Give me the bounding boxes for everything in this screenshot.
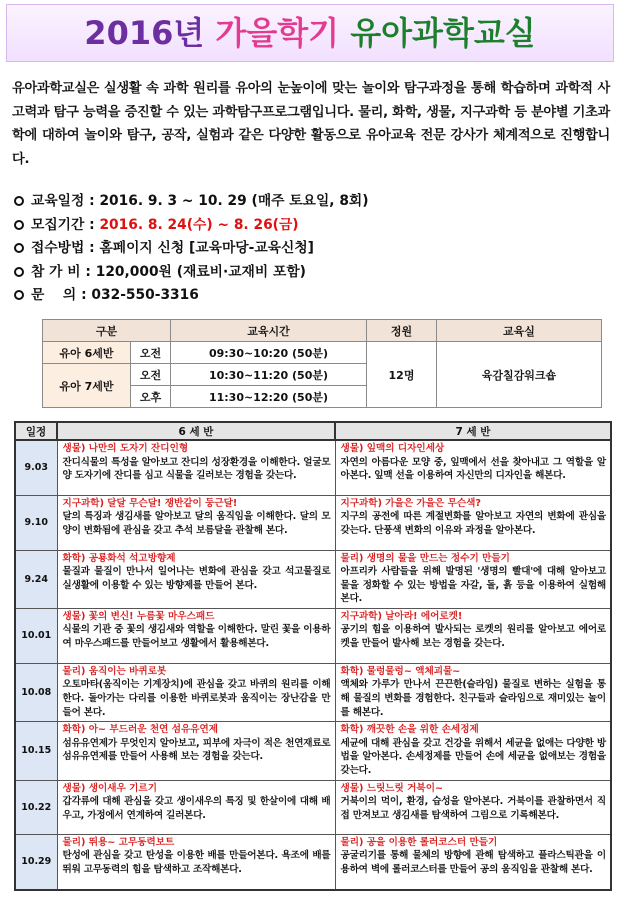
activity-title: 지구과학) 날아라! 에어로켓! xyxy=(340,610,463,622)
program-cell-age7 xyxy=(335,550,611,608)
activity-title: 지구과학) 가을은 가을은 무슨색? xyxy=(340,497,481,509)
program-row xyxy=(15,495,611,550)
program-cell-age6 xyxy=(57,608,335,663)
activity-title: 화학) 공룡화석 석고방향제 xyxy=(62,552,176,564)
activity-title: 지구과학) 달달 무슨달! 쟁반같이 둥근달! xyxy=(62,497,238,509)
program-header-age6: 6 세 반 xyxy=(57,422,335,440)
program-row xyxy=(15,608,611,663)
circle-bullet-icon xyxy=(14,196,24,206)
activity-title: 생물) 생이새우 기르기 xyxy=(62,782,157,794)
activity-title: 물리) 움직이는 바퀴로봇 xyxy=(62,665,167,677)
activity-title: 화학) 깨끗한 손을 위한 손세정제 xyxy=(340,724,479,736)
schedule-header-room: 교육실 xyxy=(437,320,602,342)
activity-description: 섬유유연제가 무엇인지 알아보고, 피부에 자극이 적은 천연재료로 섬유유연제를 만들어 사용해 보는 경험을 갖는다. xyxy=(62,737,331,763)
info-label: 교육일정 xyxy=(31,193,85,209)
schedule-header-time: 교육시간 xyxy=(171,320,367,342)
info-row xyxy=(14,190,610,214)
info-row xyxy=(14,261,610,285)
schedule-period: 오전 xyxy=(131,364,171,386)
program-date: 9.03 xyxy=(15,440,57,495)
program-header-age7: 7 세 반 xyxy=(335,422,611,440)
program-cell-age6 xyxy=(57,495,335,550)
activity-title: 생물) 꽃의 변신! 누름꽃 마우스패드 xyxy=(62,610,215,622)
activity-title: 생물) 잎맥의 디자인세상 xyxy=(340,443,445,454)
program-date: 10.15 xyxy=(15,722,57,780)
program-table xyxy=(14,421,612,891)
info-separator: : xyxy=(76,287,92,303)
program-row xyxy=(15,440,611,495)
activity-title: 생물) 나만의 도자기 잔디인형 xyxy=(62,443,189,454)
circle-bullet-icon xyxy=(14,267,24,277)
info-list xyxy=(14,190,610,308)
info-separator: : xyxy=(84,216,100,233)
activity-description: 식물의 기관 중 꽃의 생김새와 역할을 이해한다. 말린 꽃을 이용하여 마우스패드를 만들어보고 생활에서 활용해본다. xyxy=(62,624,331,650)
schedule-capacity: 12명 xyxy=(367,342,437,408)
program-date: 10.01 xyxy=(15,608,57,663)
activity-title: 물리) 공을 이용한 롤러코스터 만들기 xyxy=(340,836,498,848)
activity-title: 물리) 뛰용~ 고무동력보트 xyxy=(62,836,175,848)
activity-title: 화학) 아~ 부드러운 천연 섬유유연제 xyxy=(62,724,219,736)
info-label: 모집기간 xyxy=(31,216,85,233)
program-row xyxy=(15,663,611,721)
program-cell-age7 xyxy=(335,663,611,721)
schedule-header-division: 구분 xyxy=(43,320,171,342)
program-date: 9.24 xyxy=(15,550,57,608)
schedule-group-age6: 유아 6세반 xyxy=(43,342,131,364)
activity-description: 오토마타(움직이는 기계장치)에 관심을 갖고 바퀴의 원리를 이해한다. 돌아가는 다리를 이용한 바퀴로봇과 움직이는 장난감을 만들어 본다. xyxy=(62,679,331,718)
activity-description: 탄성에 관심을 갖고 탄성을 이용한 배를 만들어본다. 욕조에 배를 뛰워 고무동력의 힘을 탐색하고 조작해본다. xyxy=(62,850,331,875)
activity-description: 세균에 대해 관심을 갖고 건강을 위해서 세균을 없애는 다양한 방법을 알아본다. 손세정제를 만들어 손에 세균을 없애보는 경험을 갖는다. xyxy=(340,737,606,777)
activity-description: 액체와 가루가 만나서 끈끈한(슬라임) 물질로 변하는 실험을 통해 물질의 변화를 경험한다. 친구들과 슬라임으로 재미있는 놀이를 해본다. xyxy=(340,679,606,718)
info-value: 2016. 8. 24(수) ~ 8. 26(금) xyxy=(99,216,299,233)
program-cell-age7 xyxy=(335,780,611,834)
page-title xyxy=(6,4,614,62)
info-value: 2016. 9. 3 ~ 10. 29 (매주 토요일, 8회) xyxy=(99,193,369,209)
program-cell-age7 xyxy=(335,722,611,780)
circle-bullet-icon xyxy=(14,290,24,300)
activity-description: 잔디식물의 특성을 알아보고 잔디의 성장환경을 이해한다. 얼굴모양 도자기에 잔디를 심고 식물을 길러보는 경험을 갖는다. xyxy=(62,456,331,482)
circle-bullet-icon xyxy=(14,243,24,253)
info-label: 문 의 xyxy=(31,287,77,303)
info-label: 참 가 비 xyxy=(31,263,81,280)
program-cell-age7 xyxy=(335,608,611,663)
activity-title: 생물) 느릿느릿 거북이~ xyxy=(340,782,444,794)
program-row xyxy=(15,780,611,834)
activity-description: 지구의 공전에 따른 계절변화를 알아보고 자연의 변화에 관심을 갖는다. 단풍색 변화의 이유와 과정을 알아본다. xyxy=(340,511,606,536)
program-row xyxy=(15,834,611,890)
info-separator: : xyxy=(80,263,96,280)
program-date: 10.29 xyxy=(15,834,57,890)
schedule-table xyxy=(42,319,602,408)
info-separator: : xyxy=(84,193,100,209)
schedule-period: 오전 xyxy=(131,342,171,364)
title-year: 2016년 xyxy=(84,14,205,52)
program-cell-age7 xyxy=(335,834,611,890)
circle-bullet-icon xyxy=(14,220,24,230)
schedule-time: 09:30~10:20 (50분) xyxy=(171,342,367,364)
info-value: 120,000원 (재료비·교재비 포함) xyxy=(95,263,306,280)
program-date: 10.22 xyxy=(15,780,57,834)
info-label: 접수방법 xyxy=(31,240,85,256)
program-row xyxy=(15,722,611,780)
activity-title: 화학) 물렁물렁~ 액체괴물~ xyxy=(340,665,461,677)
activity-description: 갑각류에 대해 관심을 갖고 생이새우의 특징 및 한살이에 대해 배우고, 가정에서 연계하여 길러본다. xyxy=(62,796,331,821)
info-row xyxy=(14,214,610,238)
program-cell-age6 xyxy=(57,550,335,608)
program-cell-age6 xyxy=(57,440,335,495)
activity-description: 공기의 힘을 이용하여 발사되는 로켓의 원리를 알아보고 에어로켓을 만들어 발사해 보는 경험을 갖는다. xyxy=(340,624,606,650)
program-row xyxy=(15,550,611,608)
info-value: 홈페이지 신청 [교육마당-교육신청] xyxy=(99,240,314,256)
schedule-time: 11:30~12:20 (50분) xyxy=(171,386,367,408)
program-date: 9.10 xyxy=(15,495,57,550)
title-class-name: 유아과학교실 xyxy=(350,14,536,52)
schedule-header-capacity: 정원 xyxy=(367,320,437,342)
program-cell-age7 xyxy=(335,440,611,495)
program-cell-age7 xyxy=(335,495,611,550)
info-separator: : xyxy=(84,240,100,256)
info-row xyxy=(14,284,610,308)
activity-description: 물질과 물질이 만나서 일어나는 변화에 관심을 갖고 석고물질로 실생활에 이용할 수 있는 방향제를 만들어 본다. xyxy=(62,566,331,591)
program-cell-age6 xyxy=(57,780,335,834)
title-term: 가을학기 xyxy=(215,14,340,52)
info-row xyxy=(14,237,610,261)
program-cell-age6 xyxy=(57,722,335,780)
activity-description: 달의 특징과 생김새를 알아보고 달의 움직임을 이해한다. 달의 모양이 변화됨에 관심을 갖고 추석 보름달을 관찰해 본다. xyxy=(62,511,331,536)
activity-description: 거북이의 먹이, 환경, 습성을 알아본다. 거북이를 관찰하면서 직접 만져보고 생김새를 탐색하여 그림으로 기록해본다. xyxy=(340,796,606,821)
schedule-period: 오후 xyxy=(131,386,171,408)
activity-description: 자연의 아름다운 모양 중, 잎맥에서 선을 찾아내고 그 역할을 알아본다. 잎맥 선을 이용하여 자신만의 디자인을 해본다. xyxy=(340,456,606,482)
program-cell-age6 xyxy=(57,663,335,721)
activity-description: 아프리카 사람들을 위해 발명된 '생명의 빨대'에 대해 알아보고 물을 정화할 수 있는 방법을 자갈, 돌, 흙 등을 이용하여 실험해 본다. xyxy=(340,566,606,605)
program-cell-age6 xyxy=(57,834,335,890)
schedule-group-age7: 유아 7세반 xyxy=(43,364,131,408)
info-value: 032-550-3316 xyxy=(91,287,199,303)
schedule-time: 10:30~11:20 (50분) xyxy=(171,364,367,386)
activity-title: 물리) 생명의 물을 만드는 정수기 만들기 xyxy=(340,552,510,564)
schedule-room: 육감칠감워크숍 xyxy=(437,342,602,408)
program-date: 10.08 xyxy=(15,663,57,721)
activity-description: 공굴리기를 통해 물체의 방향에 관해 탐색하고 플라스틱관을 이용하여 벽에 롤러코스터를 만들어 공의 움직임을 관찰해 본다. xyxy=(340,850,606,875)
intro-paragraph: 유아과학교실은 실생활 속 과학 원리를 유아의 눈높이에 맞는 놀이와 탐구과정을 통해 학습하며 과학적 사고력과 탐구 능력을 증진할 수 있는 과학탐구프로그램입니다. 물리, 화학, 생물, 지구과학 등 분야별 기초과학에 대하여 놀이와 탐구, 공작, 실험과 같은 다양한 활동으로 유아교육 전문 강사가 체계적으로 진행합니다. xyxy=(12,81,610,167)
program-header-date: 일정 xyxy=(15,422,57,440)
